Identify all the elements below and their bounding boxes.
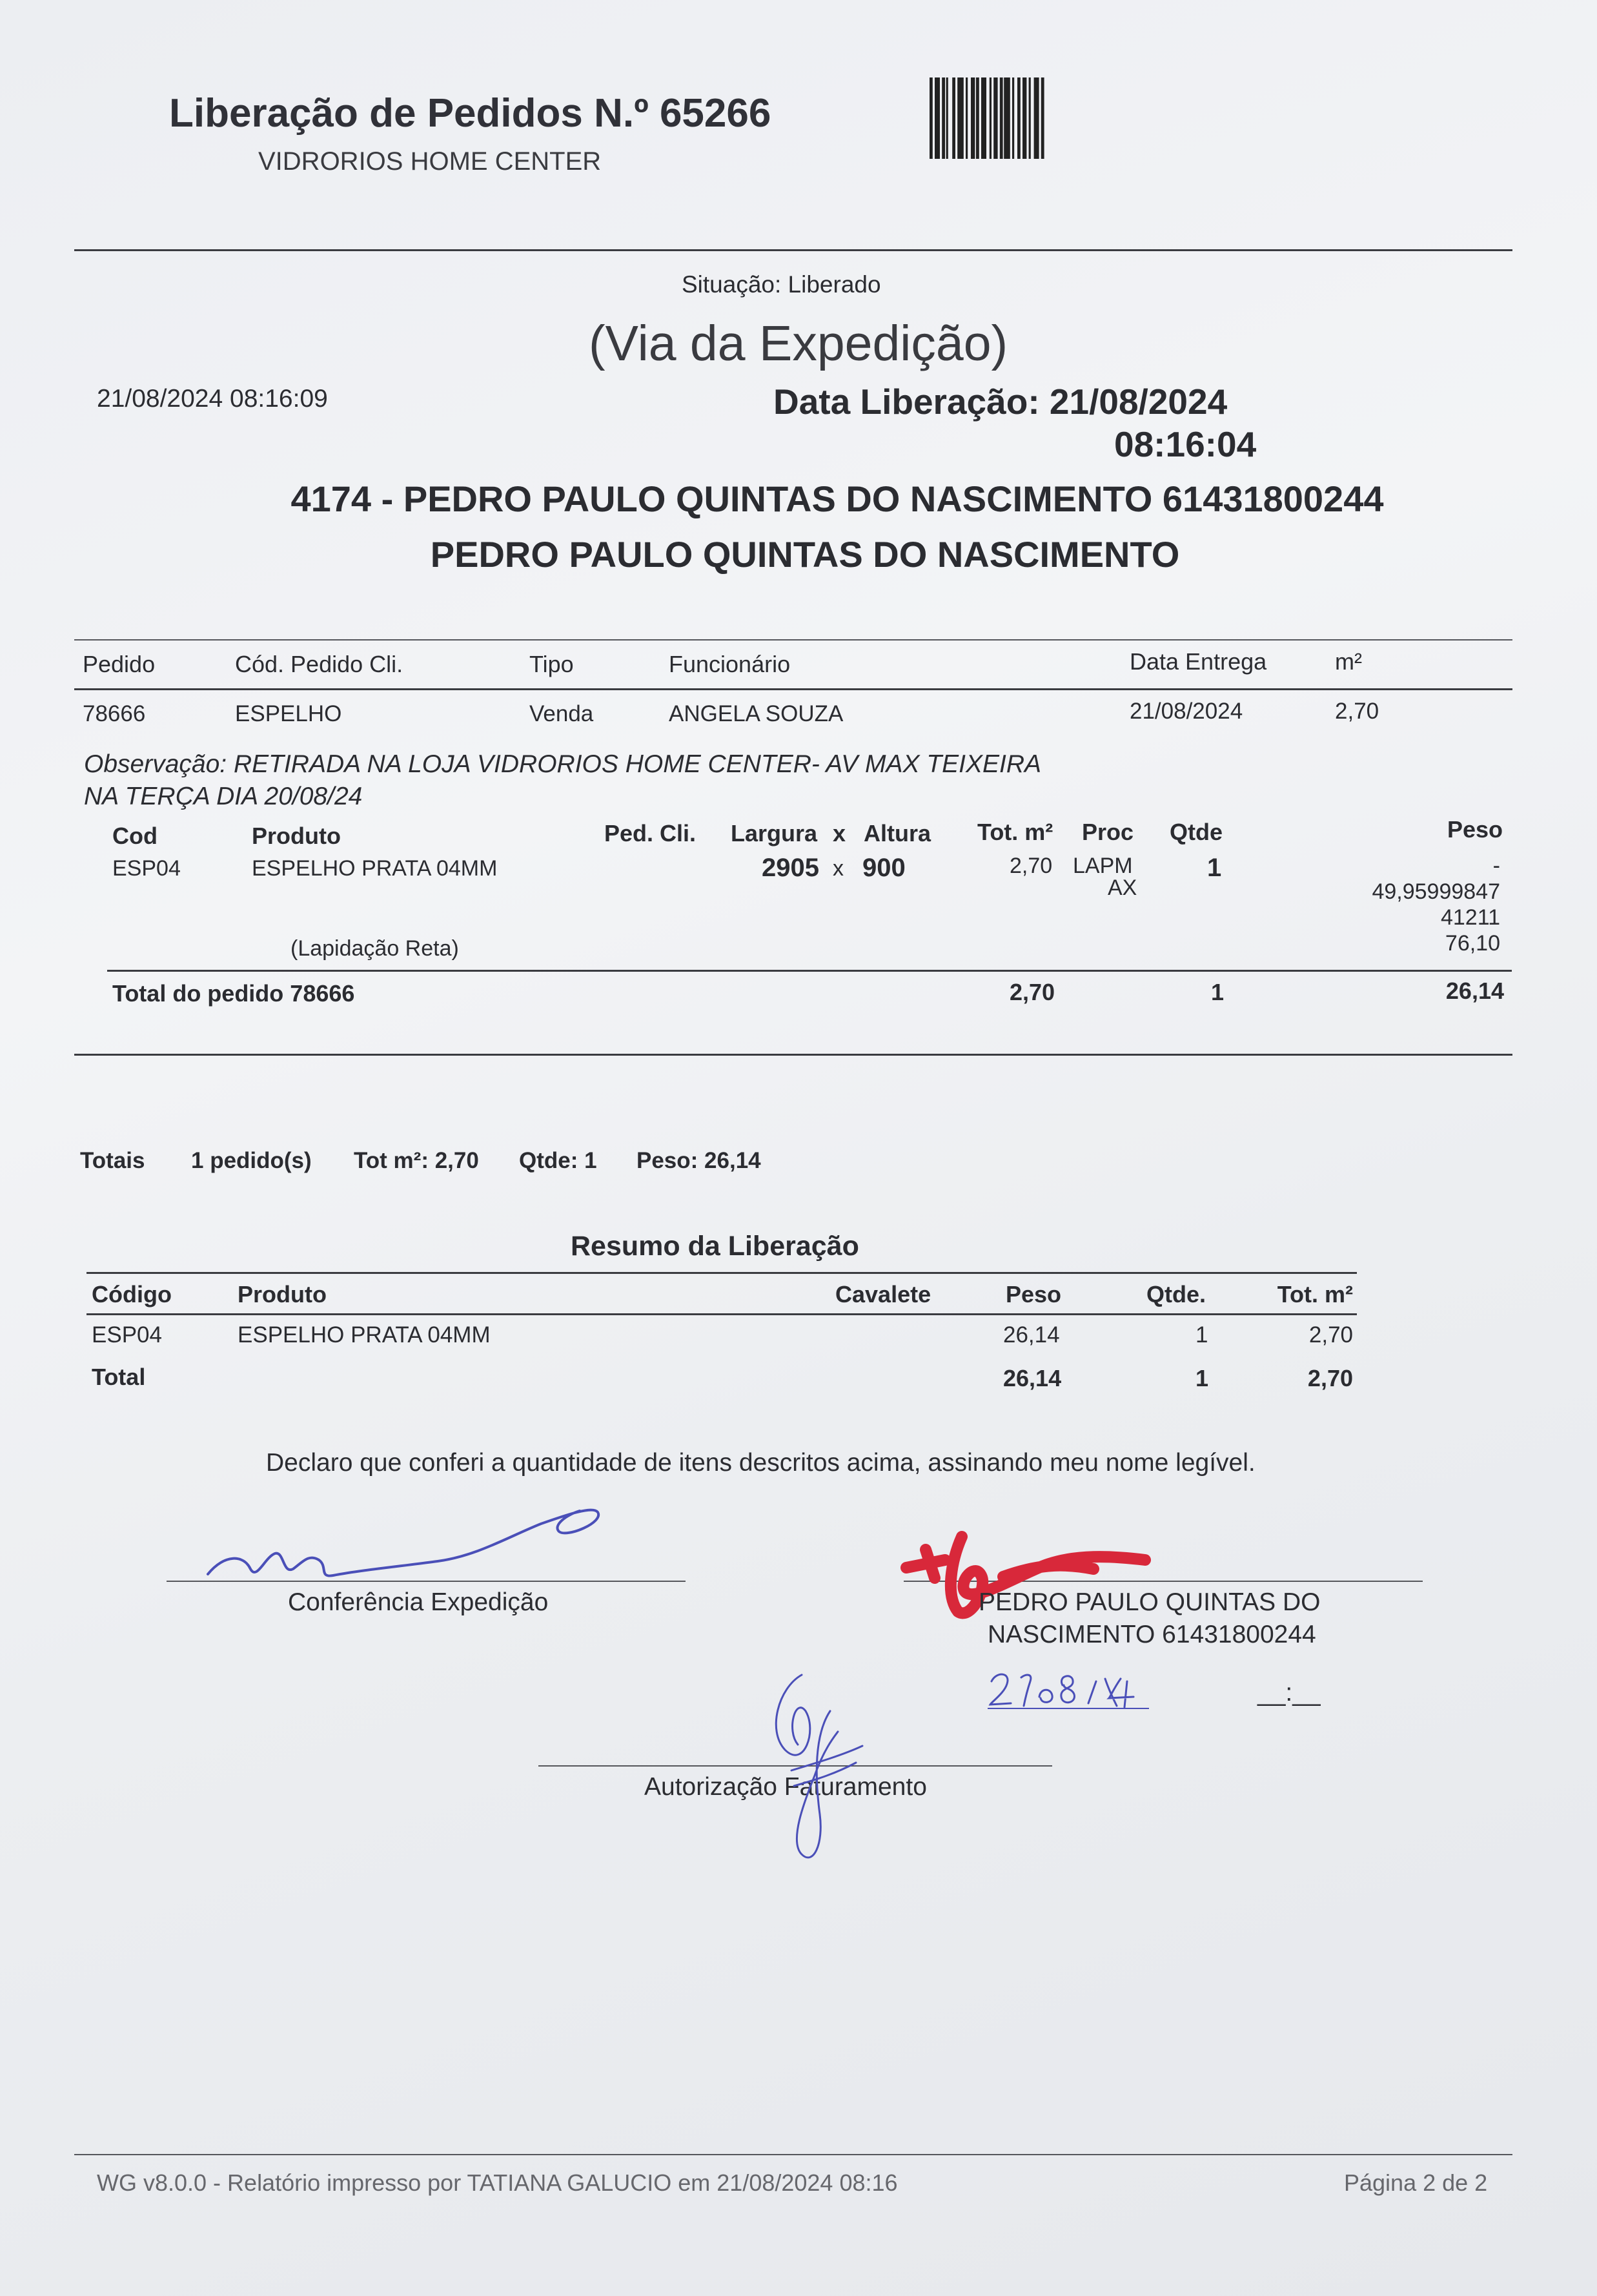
- totals-peso: Peso: 26,14: [636, 1148, 761, 1173]
- col-altura: Altura: [864, 820, 931, 846]
- total-pedido-label: Total do pedido 78666: [112, 980, 355, 1007]
- col-codigo: Código: [92, 1281, 172, 1307]
- col-peso: Peso: [1006, 1281, 1062, 1307]
- col-peso: Peso: [1447, 816, 1503, 843]
- cell-x: x: [833, 856, 844, 881]
- cell-peso: 26,14: [1003, 1322, 1060, 1348]
- company-name: VIDRORIOS HOME CENTER: [258, 147, 602, 176]
- col-m2: m²: [1335, 648, 1362, 675]
- col-ped-cli: Ped. Cli.: [604, 820, 697, 846]
- totals-qtde: Qtde: 1: [519, 1148, 597, 1173]
- col-pedido: Pedido: [83, 651, 156, 677]
- order-table-header-rule: [74, 688, 1512, 690]
- observation-text-2: NA TERÇA DIA 20/08/24: [84, 783, 363, 810]
- summary-total-peso: 26,14: [1003, 1365, 1062, 1391]
- autorizacao-signature: [753, 1672, 869, 1866]
- order-table-top-rule: [74, 639, 1512, 641]
- observation-text-1: RETIRADA NA LOJA VIDRORIOS HOME CENTER- AV MAX TEIXEIRA: [233, 750, 1042, 778]
- col-cavalete: Cavalete: [835, 1281, 931, 1307]
- item-note: (Lapidação Reta): [290, 936, 459, 961]
- cell-produto: ESPELHO PRATA 04MM: [252, 856, 498, 881]
- col-proc: Proc: [1082, 819, 1134, 845]
- col-cod: Cod: [112, 823, 158, 849]
- section-divider: [74, 1054, 1512, 1056]
- document-title: Liberação de Pedidos N.º 65266: [169, 91, 771, 136]
- totals-pedidos: 1 pedido(s): [191, 1148, 312, 1173]
- cell-tot-m2: 2,70: [1308, 1322, 1353, 1348]
- printed-datetime: 21/08/2024 08:16:09: [97, 385, 328, 413]
- observation-line-1: [84, 750, 1041, 779]
- time-blank: __:__: [1257, 1679, 1321, 1707]
- totals-label: Totais: [80, 1148, 145, 1173]
- col-funcionario: Funcionário: [669, 651, 791, 677]
- client-code-line: 4174 - PEDRO PAULO QUINTAS DO NASCIMENTO 61431800244: [290, 478, 1384, 519]
- cell-cod: ESP04: [112, 856, 181, 881]
- barcode-icon: [930, 77, 1180, 159]
- header-divider: [74, 249, 1512, 251]
- autorizacao-label: Autorização Faturamento: [644, 1773, 927, 1801]
- footer-rule: [74, 2154, 1512, 2155]
- summary-header-rule: [86, 1313, 1357, 1315]
- footer-report-info: WG v8.0.0 - Relatório impresso por TATIANA GALUCIO em 21/08/2024 08:16: [97, 2169, 898, 2196]
- cell-peso-2: 49,95999847: [1372, 879, 1500, 904]
- page-number: Página 2 de 2: [1344, 2169, 1488, 2196]
- observation-label: Observação:: [84, 750, 227, 778]
- summary-total-label: Total: [92, 1364, 146, 1390]
- col-qtde: Qtde: [1170, 819, 1223, 845]
- release-date: Data Liberação: 21/08/2024: [773, 382, 1228, 422]
- release-time: 08:16:04: [1114, 424, 1257, 464]
- cell-altura: 900: [862, 854, 906, 882]
- col-tipo: Tipo: [529, 651, 574, 677]
- col-produto: Produto: [238, 1281, 327, 1307]
- total-pedido-qtde: 1: [1211, 979, 1225, 1005]
- cell-tot-m2: 2,70: [1010, 854, 1053, 878]
- cell-cod-pedido-cli: ESPELHO: [235, 701, 342, 726]
- status-text: Situação: Liberado: [682, 271, 881, 298]
- cell-peso-1: -: [1492, 854, 1500, 878]
- col-tot-m2: Tot. m²: [1277, 1281, 1353, 1307]
- totals-m2: Tot m²: 2,70: [354, 1148, 479, 1173]
- client-name-line: PEDRO PAULO QUINTAS DO NASCIMENTO: [430, 534, 1180, 575]
- col-data-entrega: Data Entrega: [1130, 648, 1267, 675]
- cell-m2: 2,70: [1335, 699, 1379, 724]
- cell-pedido: 78666: [83, 701, 146, 726]
- col-tot-m2: Tot. m²: [977, 819, 1053, 845]
- cell-funcionario: ANGELA SOUZA: [669, 701, 844, 726]
- cell-peso-4: 76,10: [1445, 931, 1500, 956]
- col-qtde: Qtde.: [1146, 1281, 1206, 1307]
- client-signature-name-1: PEDRO PAULO QUINTAS DO: [979, 1588, 1321, 1616]
- cell-data-entrega: 21/08/2024: [1130, 699, 1243, 724]
- cell-qtde: 1: [1195, 1322, 1208, 1348]
- col-produto: Produto: [252, 823, 341, 849]
- conferencia-label: Conferência Expedição: [288, 1588, 549, 1616]
- copy-type-title: (Via da Expedição): [589, 316, 1008, 371]
- col-x: x: [833, 820, 846, 846]
- summary-top-rule: [86, 1272, 1357, 1274]
- col-cod-pedido-cli: Cód. Pedido Cli.: [235, 651, 403, 677]
- cell-tipo: Venda: [529, 701, 594, 726]
- total-pedido-peso: 26,14: [1445, 978, 1504, 1004]
- col-largura: Largura: [731, 820, 818, 846]
- client-signature-name-2: NASCIMENTO 61431800244: [988, 1621, 1316, 1648]
- summary-title: Resumo da Liberação: [571, 1231, 859, 1262]
- summary-total-qtde: 1: [1195, 1365, 1209, 1391]
- handwritten-date: [988, 1662, 1233, 1714]
- cell-codigo: ESP04: [92, 1322, 162, 1348]
- summary-total-m2: 2,70: [1307, 1365, 1353, 1391]
- cell-largura: 2905: [762, 854, 819, 882]
- cell-produto: ESPELHO PRATA 04MM: [238, 1322, 491, 1348]
- conferencia-signature: [205, 1498, 618, 1588]
- declaration-text: Declaro que conferi a quantidade de itens descritos acima, assinando meu nome legível.: [266, 1449, 1256, 1477]
- total-pedido-m2: 2,70: [1010, 979, 1055, 1005]
- cell-qtde: 1: [1207, 854, 1222, 882]
- cell-peso-3: 41211: [1440, 905, 1500, 930]
- items-total-rule: [107, 970, 1512, 972]
- cell-proc-2: AX: [1108, 876, 1137, 900]
- cell-proc-1: LAPM: [1073, 854, 1133, 878]
